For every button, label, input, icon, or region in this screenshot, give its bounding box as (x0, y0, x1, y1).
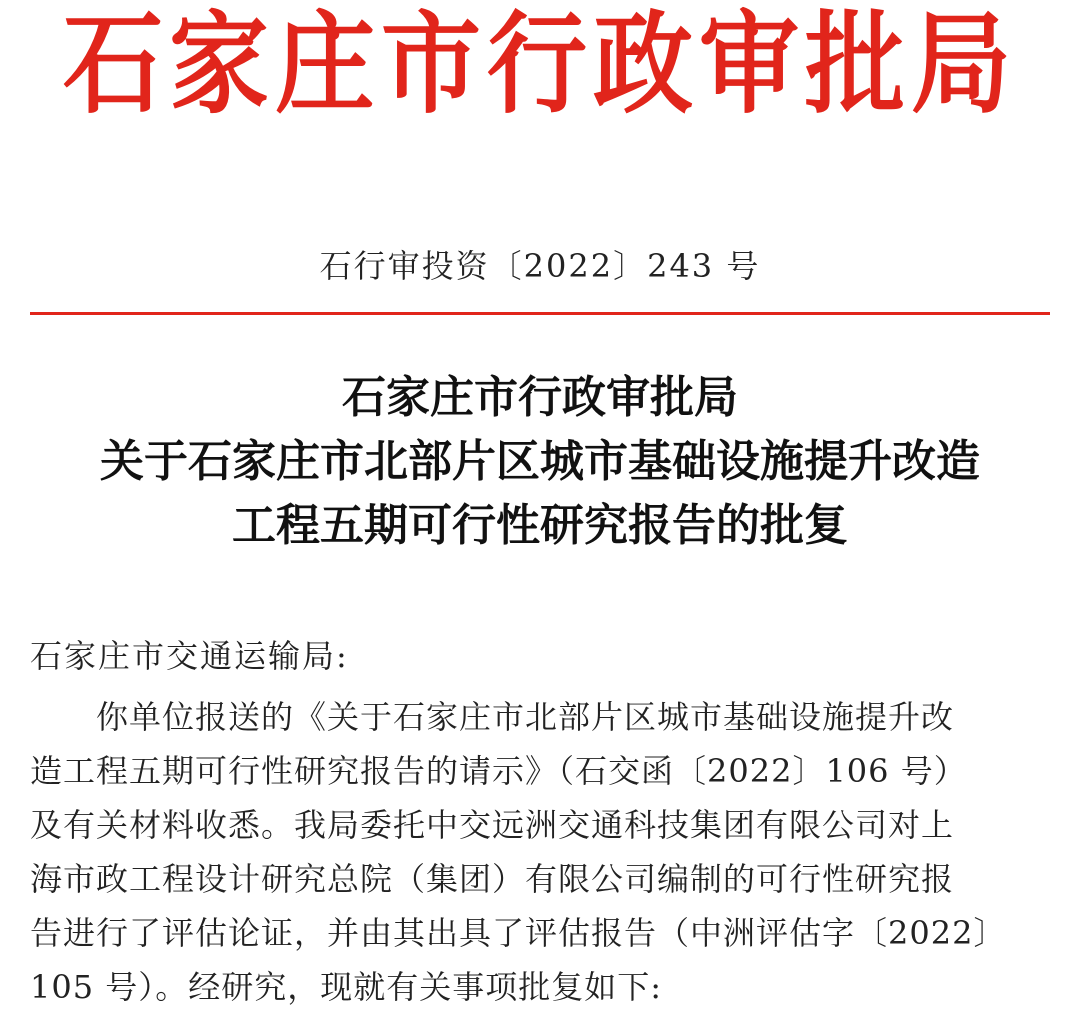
body-line-1: 你单位报送的《关于石家庄市北部片区城市基础设施提升改 (96, 698, 955, 736)
title-line-1: 石家庄市行政审批局 (342, 372, 738, 423)
body-line-3: 及有关材料收悉。我局委托中交远洲交通科技集团有限公司对上 (30, 806, 955, 844)
red-letterhead (0, 0, 1080, 130)
title-line-2: 关于石家庄市北部片区城市基础设施提升改造 (100, 436, 980, 487)
title-line-3: 工程五期可行性研究报告的批复 (232, 500, 848, 551)
body-line-5: 告进行了评估论证，并由其出具了评估报告（中洲评估字〔2022〕 (30, 914, 1007, 952)
body-line-2: 造工程五期可行性研究报告的请示》（石交函〔2022〕106 号） (30, 752, 967, 790)
salutation: 石家庄市交通运输局: (30, 637, 349, 675)
body-line-4: 海市政工程设计研究总院（集团）有限公司编制的可行性研究报 (30, 860, 955, 898)
document-title (0, 366, 1080, 558)
body-paragraph (30, 690, 1056, 1014)
issuer-letterhead-text: 石家庄市行政审批局 (63, 0, 1017, 129)
document-number: 石行审投资〔2022〕243 号 (319, 247, 761, 285)
red-divider-line (30, 312, 1050, 315)
body-line-6: 105 号）。经研究，现就有关事项批复如下: (30, 968, 663, 1006)
